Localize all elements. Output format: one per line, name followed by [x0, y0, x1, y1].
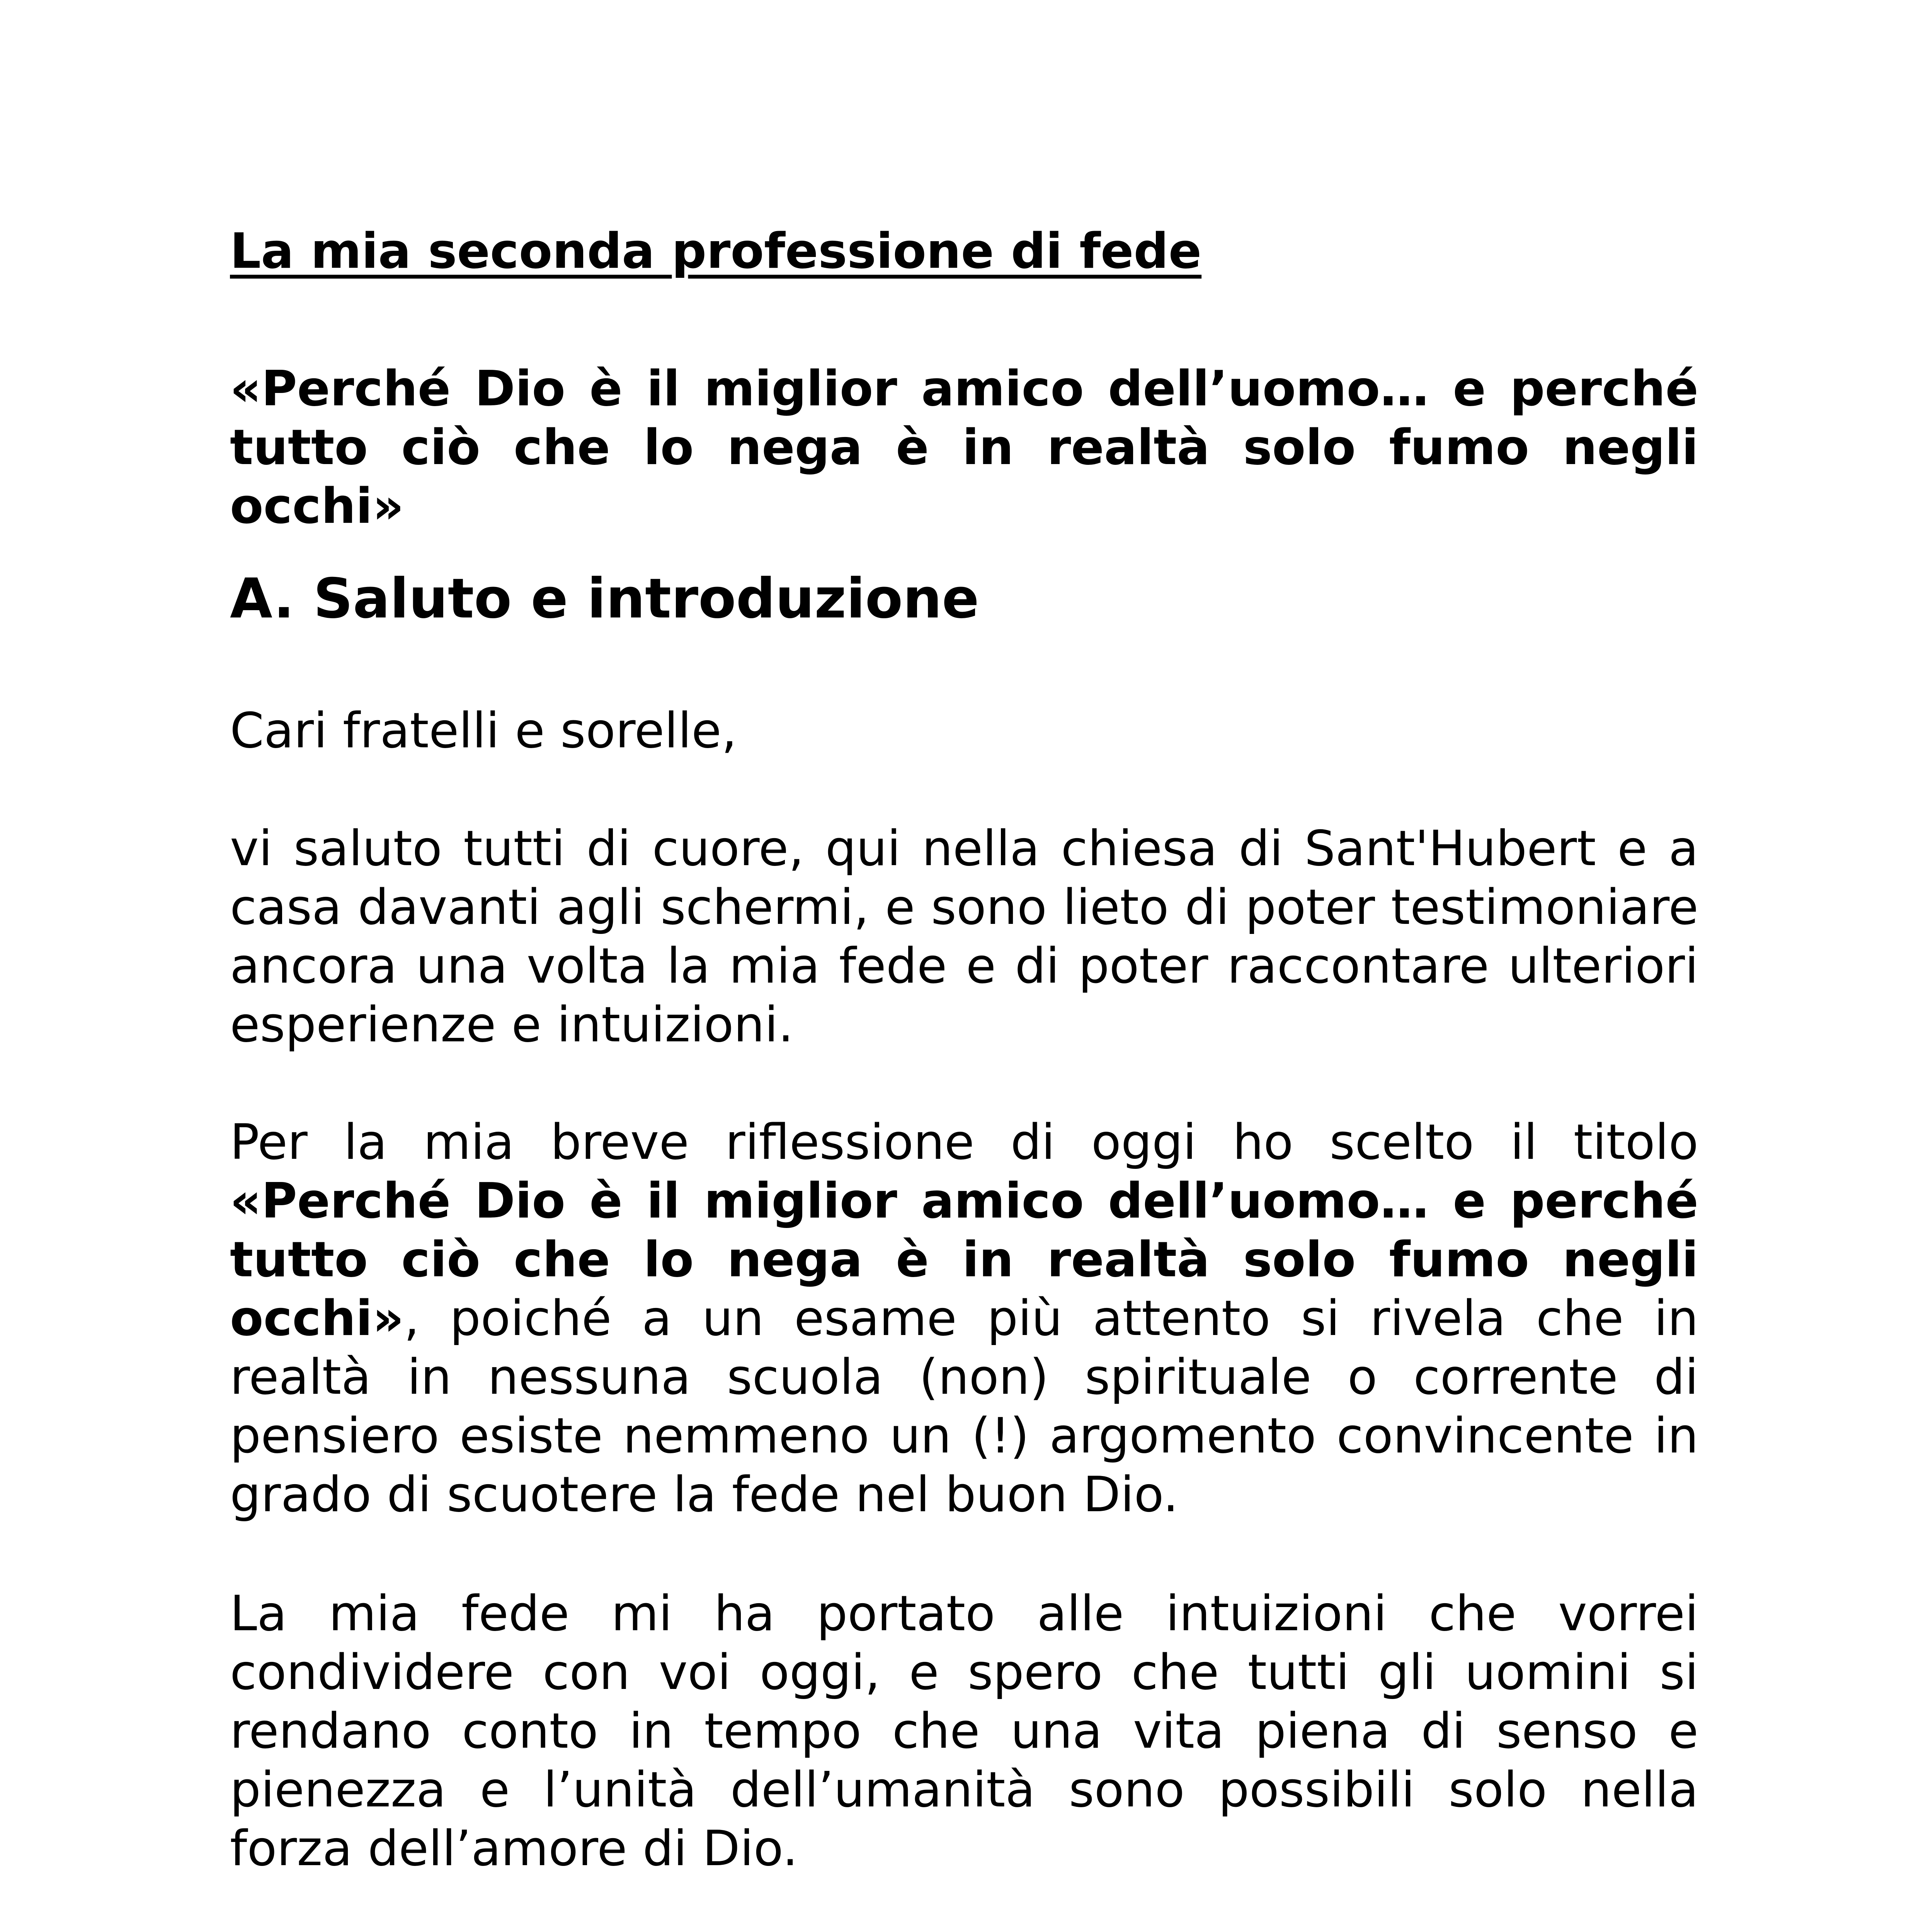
- paragraph-greeting-intro: vi saluto tutti di cuore, qui nella chiesa di Sant'Hubert e a casa davanti agli schermi, e sono lieto di poter testimoniare ancora una volta la mia fede e di poter raccontare ulteriori esperienze e intuizioni.: [230, 820, 1698, 1053]
- paragraph-title-reflection: [230, 1113, 1698, 1524]
- greeting-paragraph: Cari fratelli e sorelle,: [230, 702, 737, 759]
- paragraph-title-reflection-rest: , poiché a un esame più attento si rivela che in realtà in nessuna scuola (non) spirituale o corrente di pensiero esiste nemmeno un (!) argomento convincente in grado di scuotere la fede nel buon Dio.: [230, 1290, 1698, 1523]
- document-title: La mia seconda professione di fede: [230, 223, 1202, 279]
- document-subtitle: «Perché Dio è il miglior amico dell’uomo… e perché tutto ciò che lo nega è in realtà solo fumo negli occhi»: [230, 360, 1698, 534]
- paragraph-title-reflection-bold: «Perché Dio è il miglior amico dell’uomo… e perché tutto ciò che lo nega è in realtà solo fumo negli occhi»: [230, 1172, 1698, 1347]
- paragraph-faith-insights: La mia fede mi ha portato alle intuizioni che vorrei condividere con voi oggi, e spero che tutti gli uomini si rendano conto in tempo che una vita piena di senso e pienezza e l’unità dell’umanità sono possibili solo nella forza dell’amore di Dio.: [230, 1585, 1698, 1877]
- section-a-heading: A. Saluto e introduzione: [230, 567, 979, 631]
- paragraph-title-reflection-lead: Per la mia breve riflessione di oggi ho scelto il titolo: [230, 1114, 1698, 1170]
